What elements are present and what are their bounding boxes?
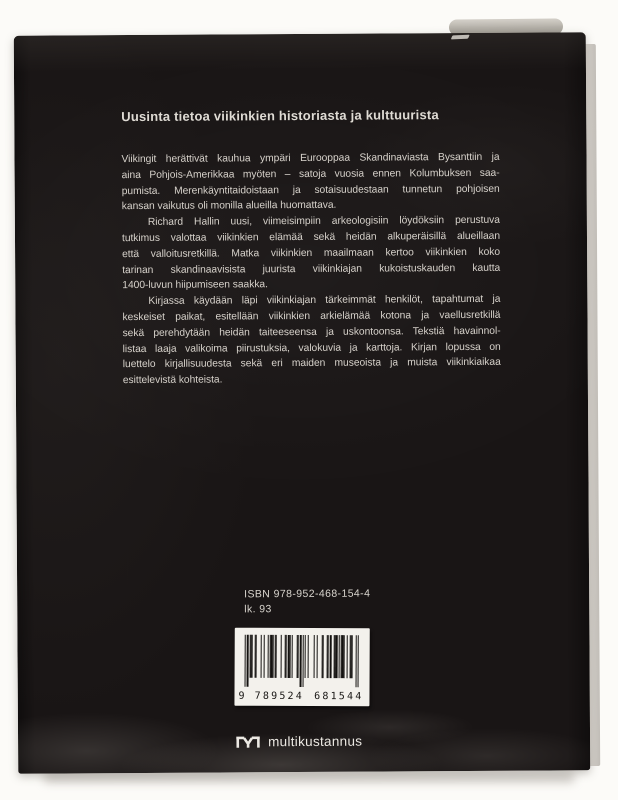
- text-line: kansan vaikutus oli monilla alueilla huomattava.: [121, 200, 337, 213]
- barcode-label: [234, 628, 369, 707]
- barcode-digit-group-left: 789524: [254, 690, 305, 703]
- barcode-digits: [238, 689, 363, 703]
- text-line: tutkimus valottaa viikinkien elämää sekä heidän alkuperäisillä alueillaan: [121, 230, 501, 245]
- text-line: Kirjassa käydään läpi viikinkiajan tärkeimmät henkilöt, tapahtumat ja: [148, 293, 501, 308]
- text-line: tarinan skandinaavisista juurista viikinkiajan kukoistuskauden kautta: [122, 262, 501, 276]
- text-line: esittelevistä kohteista.: [122, 374, 223, 387]
- book-back-cover: [14, 32, 590, 773]
- body-text: [121, 150, 500, 389]
- barcode-digit-group-right: 681544: [314, 691, 364, 703]
- text-line: aina Pohjois-Amerikkaa myöten – satoja vuosia ennen Kolumbuksen saa-: [121, 167, 500, 181]
- barcode-digit-lead: 9: [238, 690, 245, 702]
- barcode-bars: [245, 635, 360, 688]
- book-shadow: [44, 772, 574, 782]
- publisher-logo: [235, 731, 362, 752]
- text-line: luettelo kirjallisuudesta sekä eri maiden museoista ja muista viikinkiaikaa: [122, 357, 501, 371]
- text-line: että valloitusretkillä. Matka viikinkien maailmaan kertoo viikinkien koko: [122, 246, 501, 260]
- text-line: Richard Hallin uusi, viimeisimpiin arkeologisiin löydöksiin perustuva: [147, 214, 500, 229]
- text-line: sekä perehdytään heidän taiteeseensa ja uskontoonsa. Tekstiä havainnol-: [122, 325, 501, 339]
- cover-tagline: Uusinta tietoa viikinkien historiasta ja kulttuurista: [121, 107, 439, 125]
- text-line: pumista. Merenkäyntitaidoistaan ja sotaisuudestaan tunnetun pohjoisen: [121, 183, 500, 197]
- library-class: lk. 93: [244, 603, 272, 616]
- scratch-mark: [451, 35, 470, 40]
- text-line: 1400-luvun hiipumiseen saakka.: [122, 279, 268, 292]
- publisher-name: multikustannus: [268, 733, 363, 749]
- isbn-number: ISBN 978-952-468-154-4: [244, 587, 371, 601]
- isbn-block: [244, 587, 370, 618]
- multikustannus-logo-icon: [235, 734, 261, 748]
- text-line: keskeiset paikat, esitellään viikinkien arkielämää kotona ja vaellusretkillä: [122, 309, 501, 324]
- text-line: Viikingit herättivät kauhua ympäri Eurooppaa Skandinaviasta Bysanttiin ja: [121, 151, 500, 166]
- text-line: listaa laaja valikoima piirustuksia, valokuvia ja karttoja. Kirjan lopussa on: [122, 341, 501, 355]
- barcode-module: [358, 635, 359, 687]
